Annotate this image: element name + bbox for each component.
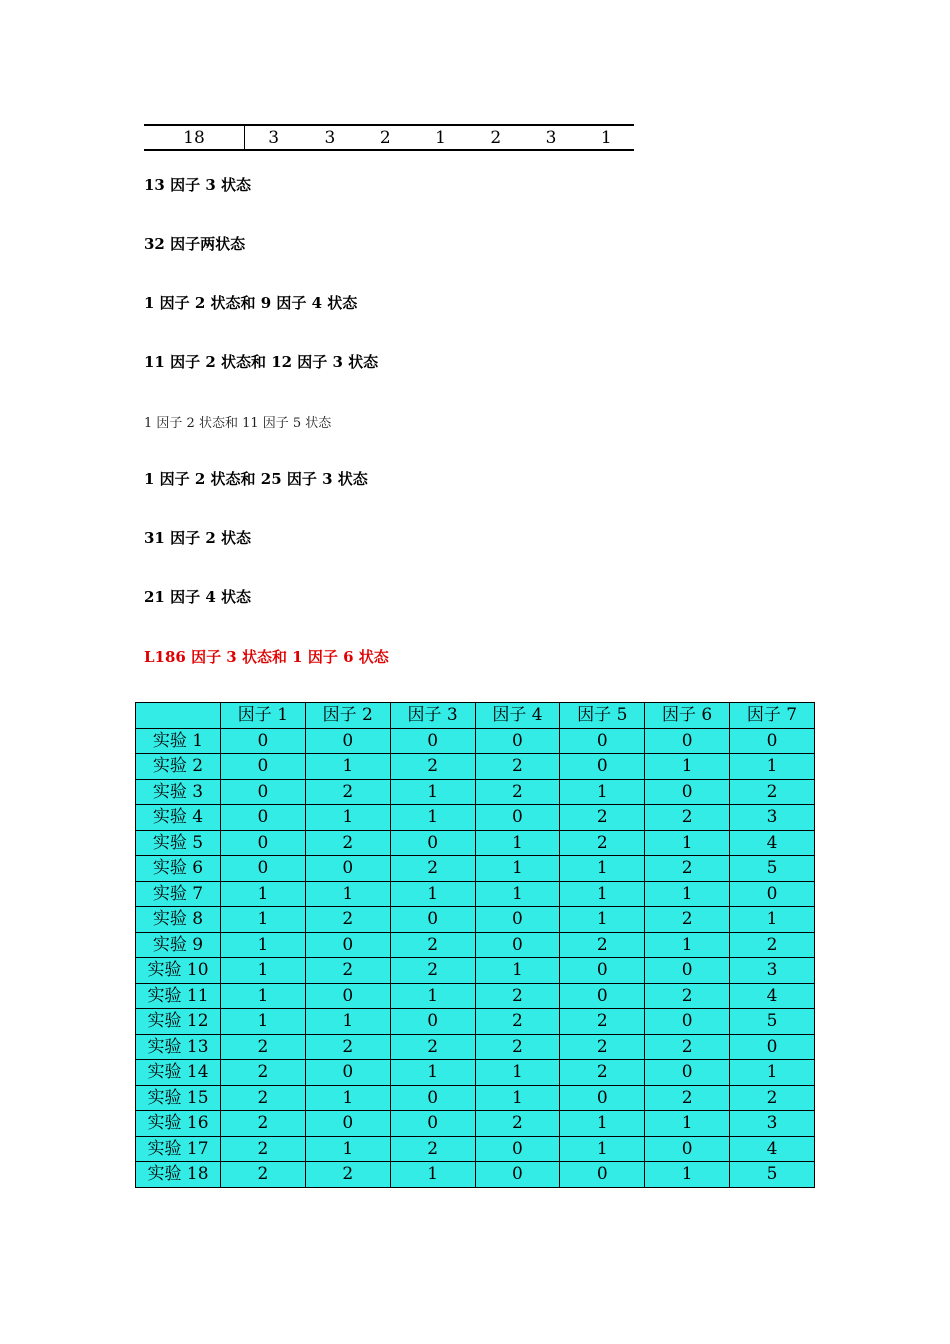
table-row [136,830,815,856]
heading-1f2s-11f5s: 1 因子 2 状态和 11 因子 5 状态 [144,416,332,431]
table-cell: 0 [560,728,645,754]
row-label: 实验 5 [136,830,221,856]
table-cell: 1 [305,805,390,831]
table-cell: 0 [560,1162,645,1188]
heading-31-factor-2-state: 31 因子 2 状态 [144,529,251,547]
table-row [136,1136,815,1162]
table-row [136,805,815,831]
row-label: 实验 12 [136,1009,221,1035]
table-cell: 1 [730,1060,815,1086]
table-cell: 1 [645,754,730,780]
table-cell: 2 [305,958,390,984]
heading-l18-section: L186 因子 3 状态和 1 因子 6 状态 [144,648,389,666]
table-cell: 1 [560,1111,645,1137]
table-cell: 1 [305,1136,390,1162]
table-cell: 1 [560,881,645,907]
value-cell: 1 [435,127,446,148]
table-cell: 2 [645,856,730,882]
table-cell: 1 [390,983,475,1009]
table-cell: 1 [221,907,306,933]
row-label: 实验 8 [136,907,221,933]
table-cell: 4 [730,983,815,1009]
row-label: 实验 17 [136,1136,221,1162]
table-cell: 1 [221,881,306,907]
value-cell: 3 [268,127,280,148]
table-cell: 1 [305,754,390,780]
row-label: 实验 9 [136,932,221,958]
array-tail-row-cells [144,125,634,150]
table-row [136,728,815,754]
table-cell: 2 [475,1009,560,1035]
table-cell: 2 [221,1034,306,1060]
table-cell: 1 [560,1136,645,1162]
row-label: 实验 2 [136,754,221,780]
table-cell: 0 [645,958,730,984]
array-tail-row [144,124,634,151]
table-cell: 0 [475,728,560,754]
table-cell: 2 [560,932,645,958]
table-cell: 1 [221,958,306,984]
table-cell: 2 [390,958,475,984]
table-cell: 2 [221,1060,306,1086]
table-row [136,856,815,882]
table-cell: 2 [560,1009,645,1035]
table-cell: 0 [645,728,730,754]
table-cell: 1 [390,779,475,805]
table-cell: 0 [560,1085,645,1111]
table-row [136,779,815,805]
table-cell: 0 [390,1085,475,1111]
table-cell: 0 [221,754,306,780]
row-label: 实验 13 [136,1034,221,1060]
table-cell: 1 [390,805,475,831]
row-label: 实验 7 [136,881,221,907]
row-label: 实验 15 [136,1085,221,1111]
table-cell: 0 [560,983,645,1009]
table-cell: 1 [730,754,815,780]
table-cell: 1 [390,881,475,907]
table-cell: 2 [475,779,560,805]
table-cell: 0 [390,1009,475,1035]
value-cell: 2 [490,127,502,148]
table-row [136,932,815,958]
table-cell: 0 [475,1162,560,1188]
column-header: 因子 5 [560,703,645,729]
table-cell: 2 [645,907,730,933]
table-row [136,1009,815,1035]
table-cell: 1 [475,1060,560,1086]
table-cell: 2 [221,1111,306,1137]
table-cell: 2 [560,1034,645,1060]
table-cell: 1 [560,907,645,933]
table-cell: 1 [305,1085,390,1111]
table-cell: 2 [475,754,560,780]
table-cell: 2 [390,856,475,882]
table-cell: 1 [221,932,306,958]
table-cell: 2 [390,1034,475,1060]
table-cell: 0 [305,983,390,1009]
table-row [136,958,815,984]
table-cell: 2 [730,1085,815,1111]
table-row [136,1111,815,1137]
table-cell: 2 [645,983,730,1009]
table-cell: 0 [305,728,390,754]
table-cell: 2 [221,1085,306,1111]
table-cell: 0 [730,881,815,907]
value-cell: 3 [324,127,336,148]
table-cell: 0 [390,830,475,856]
table-cell: 1 [645,932,730,958]
table-cell: 0 [305,1060,390,1086]
column-header: 因子 6 [645,703,730,729]
value-cell: 1 [600,127,612,148]
table-cell: 0 [221,830,306,856]
table-cell: 1 [221,983,306,1009]
row-label: 实验 3 [136,779,221,805]
table-cell: 1 [390,1060,475,1086]
table-cell: 0 [645,1009,730,1035]
table-cell: 0 [475,932,560,958]
table-cell: 1 [221,1009,306,1035]
table-cell: 0 [221,728,306,754]
table-cell: 2 [645,1034,730,1060]
table-cell: 2 [730,932,815,958]
table-cell: 2 [305,830,390,856]
table-cell: 0 [390,907,475,933]
heading-32-factor-2-state: 32 因子两状态 [144,235,246,253]
value-cell: 3 [545,127,557,148]
table-cell: 0 [221,805,306,831]
table-cell: 2 [475,983,560,1009]
table-cell: 0 [645,1060,730,1086]
table-cell: 3 [730,958,815,984]
table-cell: 1 [475,1085,560,1111]
table-cell: 0 [305,932,390,958]
table-row [136,1060,815,1086]
table-cell: 1 [475,881,560,907]
table-cell: 2 [390,1136,475,1162]
table-cell: 2 [305,1034,390,1060]
table-cell: 0 [645,779,730,805]
table-cell: 2 [221,1136,306,1162]
table-cell: 0 [475,805,560,831]
table-cell: 2 [475,1111,560,1137]
table-cell: 2 [730,779,815,805]
table-body [136,728,815,1187]
table-cell: 1 [645,1162,730,1188]
table-cell: 0 [221,856,306,882]
table-cell: 0 [560,958,645,984]
table-cell: 1 [390,1162,475,1188]
table-cell: 2 [475,1034,560,1060]
orthogonal-array-table [135,702,815,1188]
table-cell: 1 [475,830,560,856]
table-cell: 1 [730,907,815,933]
table-cell: 2 [305,907,390,933]
header-row [136,703,815,729]
table-cell: 0 [305,1111,390,1137]
table-cell: 0 [475,1136,560,1162]
table-cell: 2 [305,1162,390,1188]
column-header: 因子 4 [475,703,560,729]
row-label: 实验 6 [136,856,221,882]
table-cell: 2 [221,1162,306,1188]
table-cell: 2 [560,830,645,856]
table-cell: 0 [560,754,645,780]
table-cell: 2 [560,805,645,831]
row-number-cell: 18 [144,125,245,150]
row-label: 实验 4 [136,805,221,831]
row-label: 实验 14 [136,1060,221,1086]
heading-21-factor-4-state: 21 因子 4 状态 [144,588,251,606]
table-cell: 2 [645,1085,730,1111]
table-cell: 2 [305,779,390,805]
table-cell: 0 [221,779,306,805]
row-label: 实验 18 [136,1162,221,1188]
table-cell: 1 [560,856,645,882]
column-header: 因子 1 [221,703,306,729]
table-cell: 1 [645,830,730,856]
heading-1f2s-25f3s: 1 因子 2 状态和 25 因子 3 状态 [144,470,368,488]
column-header: 因子 2 [305,703,390,729]
table-cell: 4 [730,1136,815,1162]
table-row [136,754,815,780]
table-cell: 2 [390,932,475,958]
table-cell: 1 [645,881,730,907]
table-cell: 2 [390,754,475,780]
table-cell: 1 [645,1111,730,1137]
table-cell: 2 [645,805,730,831]
table-cell: 1 [560,779,645,805]
table-cell: 1 [475,958,560,984]
table-row [136,1034,815,1060]
row-label: 实验 10 [136,958,221,984]
table-cell: 5 [730,1162,815,1188]
table-cell: 1 [305,1009,390,1035]
table-cell: 0 [645,1136,730,1162]
table-cell: 2 [560,1060,645,1086]
table-cell: 4 [730,830,815,856]
table-cell: 0 [730,1034,815,1060]
table-cell: 5 [730,1009,815,1035]
column-header: 因子 3 [390,703,475,729]
row-label: 实验 1 [136,728,221,754]
corner-cell [136,703,221,729]
column-header: 因子 7 [730,703,815,729]
table-row [136,983,815,1009]
table-cell: 0 [390,728,475,754]
table-cell: 0 [730,728,815,754]
row-label: 实验 16 [136,1111,221,1137]
table-cell: 0 [305,856,390,882]
value-cell: 2 [379,127,391,148]
table-row [136,1085,815,1111]
table-row [136,881,815,907]
row-label: 实验 11 [136,983,221,1009]
table-cell: 1 [475,856,560,882]
table-cell: 0 [475,907,560,933]
table-row [136,1162,815,1188]
table-cell: 3 [730,805,815,831]
heading-1f2s-9f4s: 1 因子 2 状态和 9 因子 4 状态 [144,294,358,312]
table-row [136,907,815,933]
table-cell: 3 [730,1111,815,1137]
heading-13-factor-3-state: 13 因子 3 状态 [144,176,251,194]
heading-11f2s-12f3s: 11 因子 2 状态和 12 因子 3 状态 [144,353,379,371]
table-cell: 1 [305,881,390,907]
table-cell: 0 [390,1111,475,1137]
table-cell: 5 [730,856,815,882]
